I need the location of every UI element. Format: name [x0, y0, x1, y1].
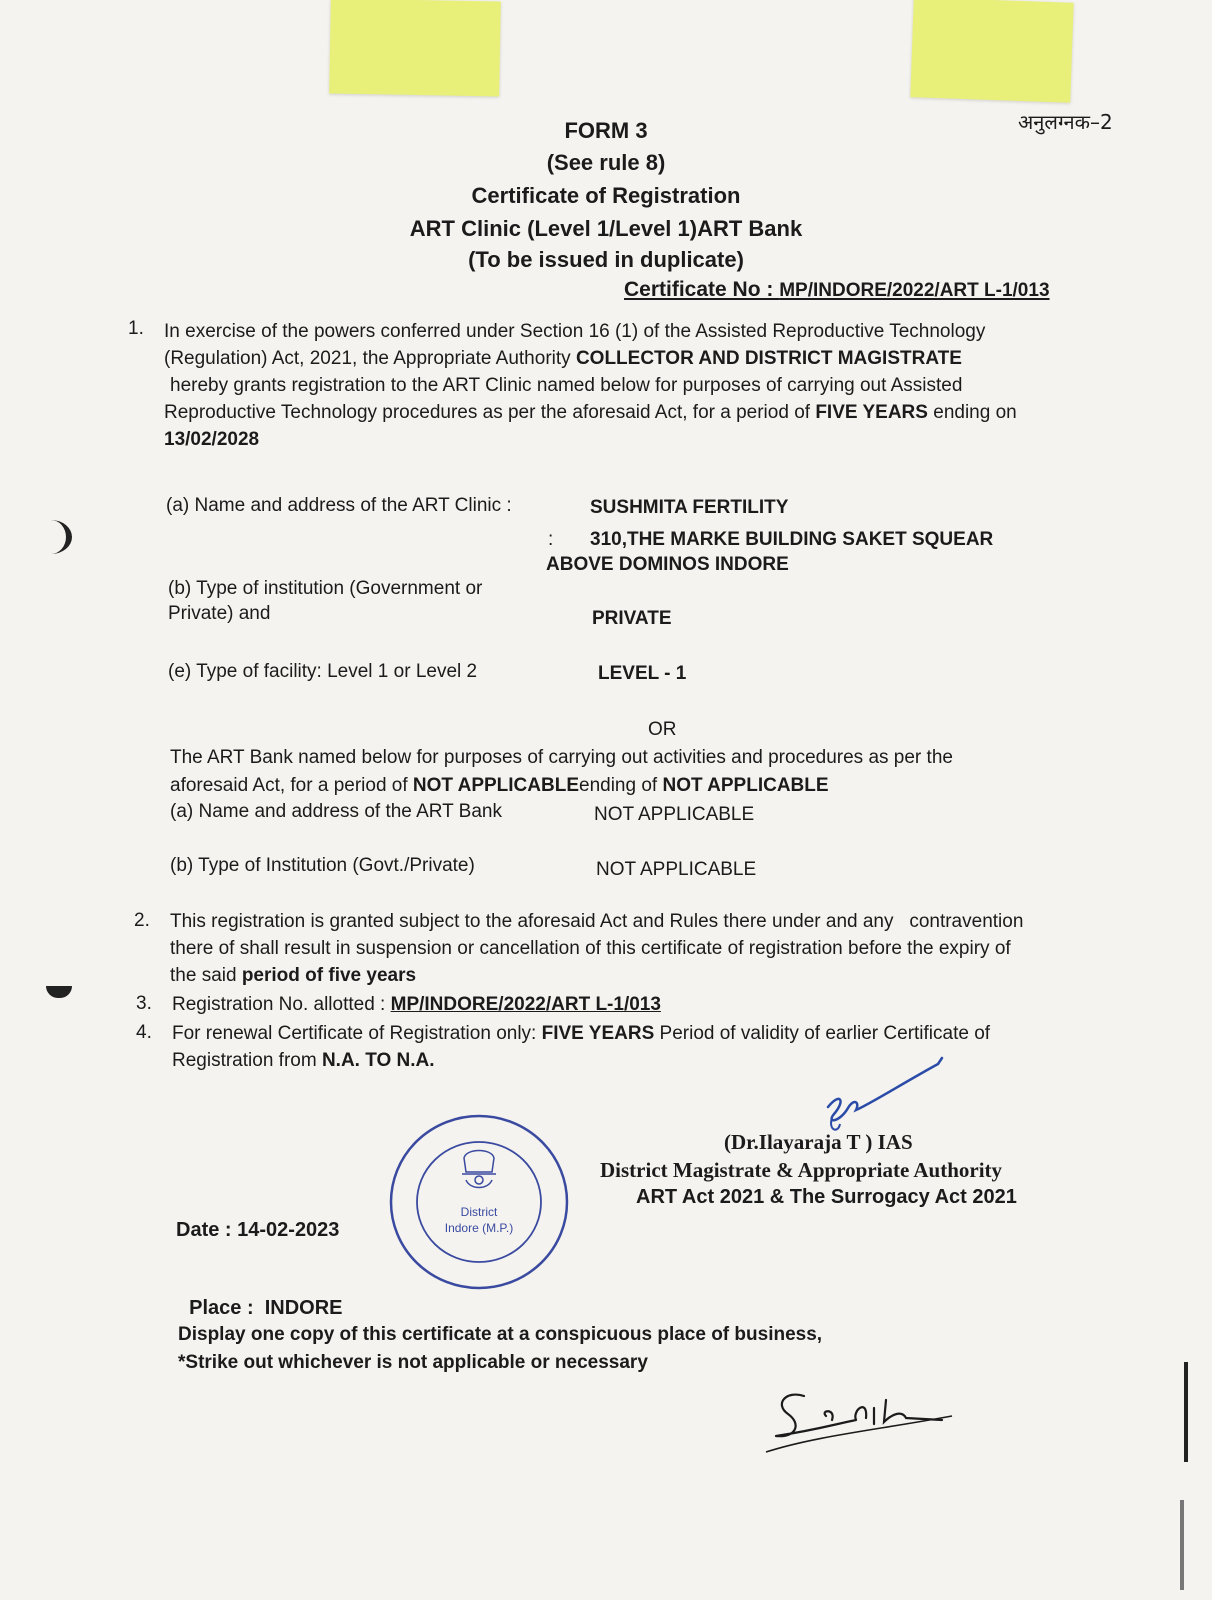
validity-period: FIVE YEARS [815, 402, 928, 423]
certificate-number-label: Certificate No : [624, 278, 780, 301]
art-bank-type-value: NOT APPLICABLE [596, 859, 757, 880]
rule-reference: (See rule 8) [546, 150, 666, 175]
clause-4-text [172, 1020, 1162, 1074]
art-bank-type-label: (b) Type of Institution (Govt./Private) [170, 855, 475, 876]
form-title: FORM 3 [564, 118, 648, 143]
date-label: Date : [176, 1219, 238, 1241]
clause-2-line-2: there of shall result in suspension or cancellation of this certificate of registration before the expiry of [170, 938, 1011, 959]
authority-signature [810, 1052, 960, 1142]
issue-note: (To be issued in duplicate) [468, 247, 744, 272]
institution-type-value: PRIVATE [592, 608, 672, 629]
clause-4-line-2 [172, 1047, 1162, 1074]
clause-3-number: 3. [136, 993, 152, 1014]
sticky-note-right [910, 0, 1073, 103]
clause-4-line-2-text: Registration from [172, 1050, 322, 1071]
clinic-address-line-2: ABOVE DOMINOS INDORE [546, 554, 789, 575]
date-value: 14-02-2023 [237, 1219, 340, 1241]
clause-1-line-4-text: Reproductive Technology procedures as per the aforesaid Act, for a period of [164, 402, 816, 423]
clause-1-line-4 [164, 399, 1144, 426]
clause-4-number: 4. [136, 1022, 152, 1043]
clause-3-text [172, 991, 661, 1018]
institution-type-label-2: Private) and [168, 603, 271, 624]
art-bank-line-1: The ART Bank named below for purposes of carrying out activities and procedures as per the [170, 747, 953, 768]
appropriate-authority: COLLECTOR AND DISTRICT MAGISTRATE [575, 348, 962, 369]
clause-1-line-1: In exercise of the powers conferred under Section 16 (1) of the Assisted Reproductive Technology [164, 321, 986, 342]
strike-out-note: *Strike out whichever is not applicable or necessary [178, 1352, 648, 1373]
scan-edge-right [1184, 1362, 1188, 1462]
place-label: Place : [189, 1297, 265, 1319]
date-line [176, 1219, 339, 1242]
scan-edge-right-lower [1180, 1500, 1184, 1590]
clause-2-line-3 [170, 962, 1160, 989]
sticky-note-left [329, 0, 501, 96]
signatory-designation: District Magistrate & Appropriate Authority [600, 1158, 1003, 1182]
scan-mark-left-lower [46, 986, 72, 998]
registration-number: MP/INDORE/2022/ART L-1/013 [390, 994, 661, 1015]
or-separator: OR [648, 719, 677, 740]
clause-2-text [170, 908, 1160, 989]
clinic-name-label: (a) Name and address of the ART Clinic : [166, 495, 512, 516]
clause-4-line-1 [172, 1020, 1162, 1047]
clause-1-line-2 [164, 345, 1144, 372]
clinic-address-line-1: 310,THE MARKE BUILDING SAKET SQUEAR [590, 529, 994, 550]
facility-type-value: LEVEL - 1 [598, 663, 687, 684]
registration-end-date: 13/02/2028 [164, 429, 260, 450]
registration-number-label: Registration No. allotted : [172, 994, 391, 1015]
clause-1-line-2-text: (Regulation) Act, 2021, the Appropriate Authority [164, 348, 576, 369]
certificate-title: Certificate of Registration [471, 183, 741, 208]
art-bank-line-2 [170, 772, 829, 799]
renewal-period: FIVE YEARS [541, 1023, 655, 1044]
clause-2-line-1: This registration is granted subject to the aforesaid Act and Rules there under and any contravention [170, 911, 1024, 932]
clinic-name-value: SUSHMITA FERTILITY [590, 497, 789, 518]
clause-1-line-3: hereby grants registration to the ART Clinic named below for purposes of carrying out Assisted [170, 375, 963, 396]
renewal-range: N.A. TO N.A. [321, 1050, 435, 1071]
art-bank-name-label: (a) Name and address of the ART Bank [170, 801, 502, 822]
art-bank-line-2-text: aforesaid Act, for a period of [170, 775, 413, 796]
clause-1-number: 1. [128, 318, 144, 339]
clause-1-line-4-end: ending on [927, 402, 1017, 423]
signatory-name: (Dr.Ilayaraja T ) IAS [724, 1130, 913, 1154]
art-bank-ending: NOT APPLICABLE [662, 775, 829, 796]
clause-2-line-3-text: the said [170, 965, 242, 986]
emblem-icon [462, 1151, 496, 1188]
clinic-address-colon: : [548, 529, 554, 550]
scan-mark-left [30, 520, 72, 554]
seal-center-line-1: District [460, 1205, 498, 1219]
institution-type-label-1: (b) Type of institution (Government or [168, 578, 483, 599]
certificate-number-line [624, 278, 1050, 302]
display-notice: Display one copy of this certificate at a conspicuous place of business, [178, 1324, 823, 1345]
certificate-subtitle: ART Clinic (Level 1/Level 1)ART Bank [409, 216, 803, 241]
clause-2-period: period of five years [241, 965, 417, 986]
clause-1-text [164, 318, 1144, 453]
art-bank-period: NOT APPLICABLE [412, 775, 579, 796]
facility-type-label: (e) Type of facility: Level 1 or Level 2 [168, 661, 478, 682]
place-value: INDORE [264, 1297, 343, 1319]
certificate-number: MP/INDORE/2022/ART L-1/013 [779, 280, 1050, 301]
clause-4-line-1-text: For renewal Certificate of Registration only: [172, 1023, 542, 1044]
handwritten-signature [756, 1380, 966, 1470]
place-line [178, 1274, 343, 1320]
seal-center-line-2: Indore (M.P.) [444, 1221, 514, 1235]
signatory-acts: ART Act 2021 & The Surrogacy Act 2021 [636, 1186, 1017, 1208]
art-bank-line-2-mid: ending of [579, 775, 663, 796]
clause-2-number: 2. [134, 910, 150, 931]
art-bank-name-value: NOT APPLICABLE [594, 804, 755, 825]
clause-4-line-1-end: Period of validity of earlier Certificate of [654, 1023, 991, 1044]
annexure-label: अनुलग्नक–2 [1018, 110, 1113, 134]
official-seal [384, 1110, 574, 1295]
